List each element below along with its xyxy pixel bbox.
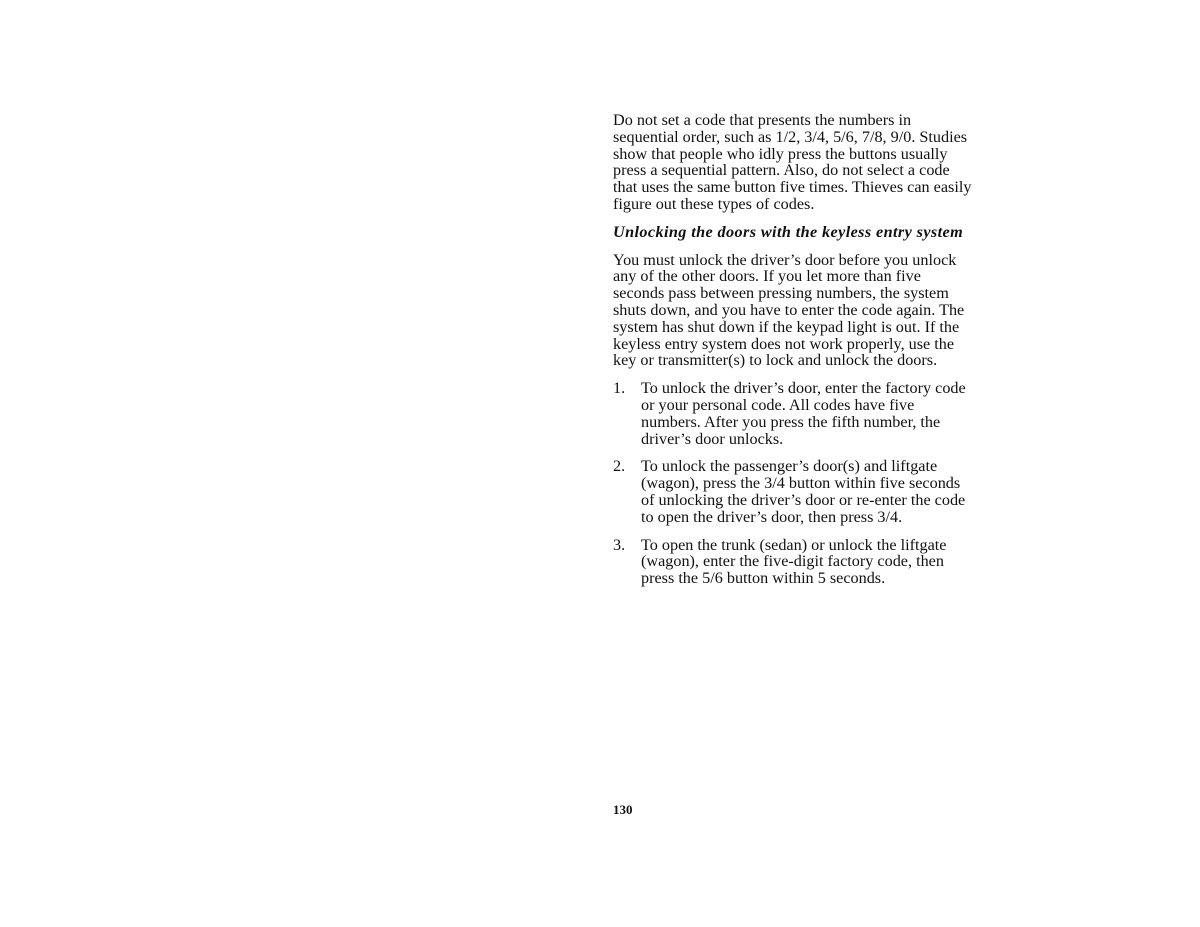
- intro-paragraph: Do not set a code that presents the numbers in sequential order, such as 1/2, 3/4, 5/6, 7/8, 9/0. Studies show that people who idly press the buttons usually press a sequential pattern. Also, do not select a code that uses the same button five times. Thieves can easily figure out these types of codes.: [613, 111, 972, 213]
- list-item: [613, 537, 973, 587]
- step-text: To unlock the driver’s door, enter the factory code or your personal code. All codes have five numbers. After you press the fifth number, the driver’s door unlocks.: [641, 379, 966, 448]
- body-paragraph: You must unlock the driver’s door before you unlock any of the other doors. If you let more than five seconds pass between pressing numbers, the system shuts down, and you have to enter the code again. The system has shut down if the keypad light is out. If the keyless entry system does not work properly, use the key or transmitter(s) to lock and unlock the doors.: [613, 250, 965, 370]
- list-item: [613, 458, 973, 525]
- list-item: [613, 380, 973, 447]
- step-number: 3.: [613, 535, 626, 554]
- page-number: 130: [613, 802, 633, 817]
- step-number: 2.: [613, 457, 626, 476]
- step-text: To unlock the passenger’s door(s) and liftgate (wagon), press the 3/4 button within five seconds of unlocking the driver’s door or re-enter the code to open the driver’s door, then press 3/4.: [641, 457, 966, 526]
- step-text: To open the trunk (sedan) or unlock the liftgate (wagon), enter the five-digit factory code, then press the 5/6 button within 5 seconds.: [641, 535, 947, 588]
- text-column: [613, 112, 973, 598]
- step-number: 1.: [613, 379, 626, 398]
- steps-list: [613, 380, 973, 587]
- section-heading: Unlocking the doors with the keyless entry system: [613, 222, 964, 241]
